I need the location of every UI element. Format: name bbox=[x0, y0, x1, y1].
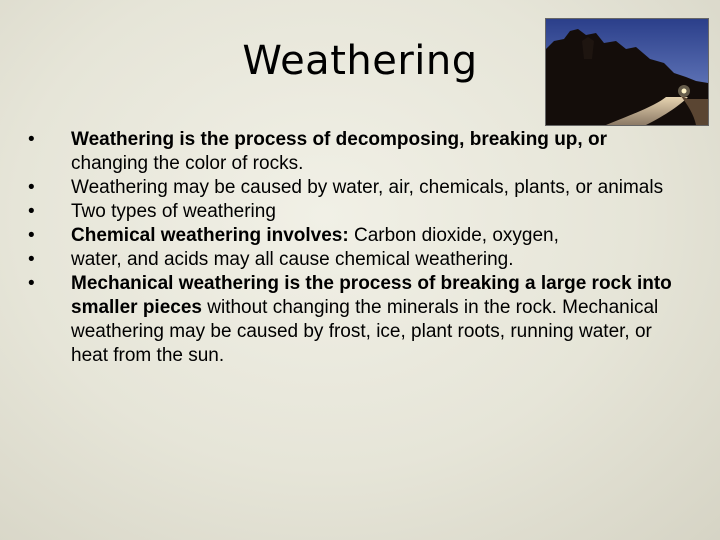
bullet-text: water, and acids may all cause chemical weathering. bbox=[71, 249, 514, 270]
bullet-item bbox=[28, 248, 688, 272]
bullet-item bbox=[28, 224, 688, 248]
bullet-glyph: • bbox=[28, 129, 35, 150]
night-rock-road-photo bbox=[545, 18, 709, 126]
bullet-glyph: • bbox=[28, 249, 35, 270]
bullet-glyph: • bbox=[28, 273, 35, 294]
bullet-text: Carbon dioxide, oxygen, bbox=[348, 225, 559, 246]
bullet-text: Two types of weathering bbox=[71, 201, 276, 222]
bullet-bold-text: Weathering is the process of decomposing, breaking up, or bbox=[71, 129, 607, 150]
bullet-glyph: • bbox=[28, 177, 35, 198]
bullet-text: changing the color of rocks. bbox=[71, 153, 304, 174]
bullet-text: Weathering may be caused by water, air, chemicals, plants, or animals bbox=[71, 177, 664, 198]
slide-title: Weathering bbox=[242, 38, 478, 84]
bullet-item bbox=[28, 128, 688, 176]
bullet-list bbox=[28, 128, 688, 368]
bullet-glyph: • bbox=[28, 225, 35, 246]
bullet-item bbox=[28, 272, 688, 368]
bullet-bold-text: Mechanical weathering is the process of breaking a large rock into smaller pieces bbox=[71, 273, 672, 318]
bullet-text: without changing the minerals in the rock. Mechanical weathering may be caused by frost, ice, plant roots, running water, or heat from the sun. bbox=[71, 297, 659, 366]
bullet-item bbox=[28, 200, 688, 224]
bullet-bold-text: Chemical weathering involves: bbox=[71, 225, 349, 246]
bullet-item bbox=[28, 176, 688, 200]
bullet-glyph: • bbox=[28, 201, 35, 222]
